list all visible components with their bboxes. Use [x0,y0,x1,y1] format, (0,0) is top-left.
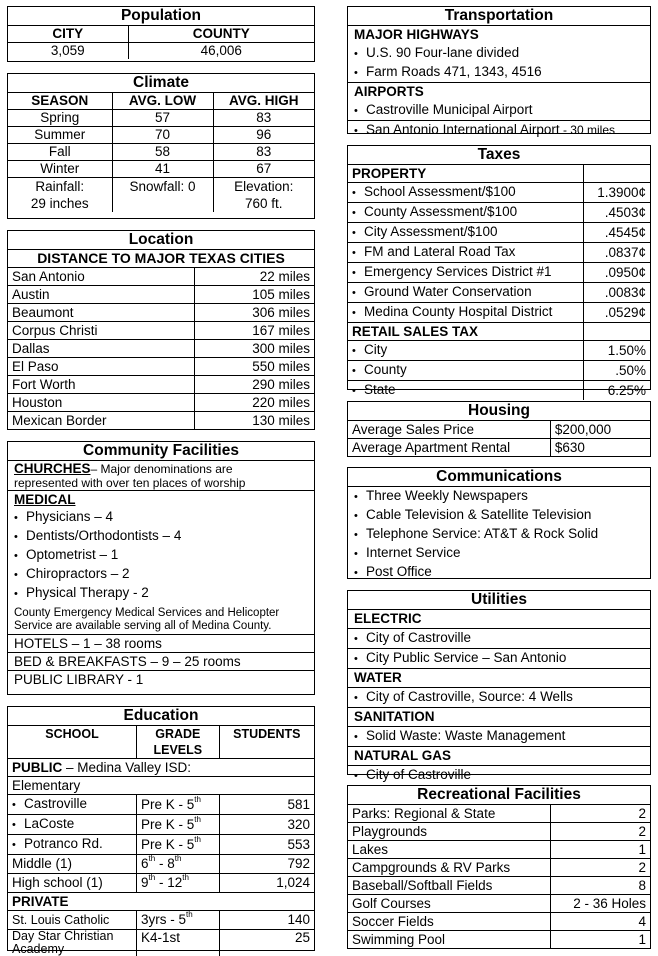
location-city: Fort Worth [8,376,194,394]
private-school-name: St. Louis Catholic [8,911,137,930]
location-city: El Paso [8,358,194,376]
education-title: Education [8,707,314,726]
location-distance: 306 miles [194,304,314,322]
climate-low: 70 [112,127,213,144]
gas-label: NATURAL GAS [348,747,650,766]
school-students: 1,024 [219,874,314,893]
housing-value: $200,000 [550,421,650,439]
location-distance: 22 miles [194,268,314,286]
churches-text: – Major denominations are [90,462,233,476]
water-item: • City of Castroville, Source: 4 Wells [348,688,650,708]
public-label: PUBLIC [12,760,63,775]
medical-item: • Physical Therapy - 2 [14,584,308,603]
sanitation-item: • Solid Waste: Waste Management [348,727,650,747]
school-students: 792 [219,855,314,874]
communications-item: • Cable Television & Satellite Television [348,506,650,525]
private-label: PRIVATE [8,893,314,911]
recreation-name: Golf Courses [348,895,550,913]
highways-label: MAJOR HIGHWAYS [354,27,479,42]
climate-header-season: SEASON [8,93,112,110]
grade-header-line1: GRADE [155,727,201,741]
tax-name: • Emergency Services District #1 [348,263,584,283]
grade-sup: th [194,834,201,844]
tax-rate: .4503¢ [584,203,650,223]
airport-distance: - 30 miles [559,123,615,137]
communications-item: • Post Office [348,563,650,582]
climate-low: 58 [112,144,213,161]
location-distance: 550 miles [194,358,314,376]
communications-item: • Telephone Service: AT&T & Rock Solid [348,525,650,544]
airports-label: AIRPORTS [354,84,424,99]
retail-rate: 6.25% [584,381,650,401]
tax-name: • County Assessment/$100 [348,203,584,223]
medical-item: • Physicians – 4 [14,508,308,527]
grade-text: 9 [141,875,149,890]
private-school-students: 140 [219,911,314,930]
grade-text: Pre K - 5 [141,816,195,832]
community-title: Community Facilities [8,442,314,461]
sanitation-label: SANITATION [348,708,650,727]
airport-name: • San Antonio International Airport [354,122,560,137]
education-section [7,706,315,956]
location-table [8,268,314,429]
private-school-grade [137,911,220,930]
grade-text: Pre K - 5 [141,836,195,852]
retail-name: • State [348,381,584,401]
location-city: Dallas [8,340,194,358]
population-city-value: 3,059 [8,43,128,60]
climate-header-low: AVG. LOW [112,93,213,110]
location-title: Location [8,231,314,250]
location-distance: 167 miles [194,322,314,340]
school-grade [137,815,220,835]
taxes-table [348,165,650,400]
grade-sup: th [148,873,156,882]
electric-label: ELECTRIC [348,610,650,629]
school-grade [137,874,220,893]
recreation-table [348,805,650,948]
location-distance: 300 miles [194,340,314,358]
climate-season: Fall [8,144,112,161]
churches-block [8,461,314,491]
recreation-count: 2 [550,859,650,877]
elevation-value: 760 ft. [244,196,283,211]
communications-item: • Internet Service [348,544,650,563]
recreation-name: Soccer Fields [348,913,550,931]
grade-header-line2: LEVELS [153,743,203,757]
population-section [7,6,315,62]
recreation-count: 4 [550,913,650,931]
ems-text-2: Service are available serving all of Medina County. [14,620,272,632]
library-row: PUBLIC LIBRARY - 1 [14,672,144,687]
recreation-name: Parks: Regional & State [348,805,550,823]
communications-section [347,467,651,579]
airport-item-2 [348,121,650,140]
communications-item: • Three Weekly Newspapers [348,487,650,506]
recreation-name: Baseball/Softball Fields [348,877,550,895]
recreation-count: 2 - 36 Holes [550,895,650,913]
recreation-name: Playgrounds [348,823,550,841]
retail-rate: .50% [584,361,650,381]
grade-sup: th [182,873,189,882]
location-city: Beaumont [8,304,194,322]
climate-header-high: AVG. HIGH [213,93,314,110]
school-grade [137,855,220,874]
retail-name: • County [348,361,584,381]
grade-sup: th [148,854,156,863]
hotels-row: HOTELS – 1 – 38 rooms [8,634,314,653]
location-distance: 290 miles [194,376,314,394]
tax-rate: .0529¢ [584,303,650,323]
utilities-section [347,590,651,782]
highway-item: • U.S. 90 Four-lane divided [348,44,650,63]
tax-name: • City Assessment/$100 [348,223,584,243]
housing-label: Average Sales Price [348,421,550,439]
education-header-students: STUDENTS [219,726,314,759]
housing-title: Housing [348,402,650,421]
private-school-name [8,930,137,956]
school-students: 320 [219,815,314,835]
school-name: Middle (1) [8,855,137,874]
recreation-name: Lakes [348,841,550,859]
communications-title: Communications [348,468,650,487]
rainfall-cell [8,178,112,213]
grade-sup: th [194,814,201,824]
retail-rate: 1.50% [584,341,650,361]
grade-text: 3yrs - 5 [141,912,187,927]
climate-season: Spring [8,110,112,127]
recreation-count: 1 [550,841,650,859]
location-city: Mexican Border [8,412,194,430]
utilities-title: Utilities [348,591,650,610]
churches-text-2: represented with over ten places of worship [14,476,246,490]
school-name-line1: Day Star Christian [12,929,114,943]
location-distance: 130 miles [194,412,314,430]
school-name-line2: Academy [12,942,65,956]
private-school-grade: K4-1st [137,930,220,956]
grade-sup: th [174,854,182,863]
school-grade [137,835,220,855]
climate-high: 83 [213,144,314,161]
school-name: • LaCoste [8,815,137,835]
tax-name: • Medina County Hospital District [348,303,584,323]
tax-rate: .0083¢ [584,283,650,303]
location-distance: 105 miles [194,286,314,304]
climate-high: 96 [213,127,314,144]
location-city: Austin [8,286,194,304]
airport-item: • Castroville Municipal Airport [348,101,650,121]
climate-season: Summer [8,127,112,144]
population-header-city: CITY [8,26,128,43]
population-header-county: COUNTY [128,26,314,43]
climate-season: Winter [8,161,112,178]
climate-high: 67 [213,161,314,178]
recreation-count: 1 [550,931,650,949]
location-subtitle: DISTANCE TO MAJOR TEXAS CITIES [8,250,314,268]
climate-low: 57 [112,110,213,127]
location-section [7,230,315,430]
elementary-label: Elementary [8,777,314,795]
tax-name: • Ground Water Conservation [348,283,584,303]
transportation-section [347,6,651,137]
rainfall-value: 29 inches [30,196,89,211]
climate-section [7,73,315,219]
electric-item: • City of Castroville [348,629,650,649]
elevation-cell [213,178,314,213]
tax-rate: .0837¢ [584,243,650,263]
population-table [8,26,314,59]
medical-block [8,491,314,634]
school-students: 553 [219,835,314,855]
medical-item: • Chiropractors – 2 [14,565,308,584]
medical-item: • Dentists/Orthodontists – 4 [14,527,308,546]
community-section [7,441,315,695]
rainfall-label: Rainfall: [35,179,85,194]
population-county-value: 46,006 [128,43,314,60]
public-text: – Medina Valley ISD: [62,760,192,775]
elevation-label: Elevation: [234,179,294,194]
education-header-grade [137,726,220,759]
retail-name: • City [348,341,584,361]
education-header-school: SCHOOL [8,726,137,759]
taxes-section [347,145,651,398]
taxes-title: Taxes [348,146,650,165]
climate-high: 83 [213,110,314,127]
recreation-name: Campgrounds & RV Parks [348,859,550,877]
location-city: Corpus Christi [8,322,194,340]
grade-sup: th [186,910,193,919]
recreation-name: Swimming Pool [348,931,550,949]
recreation-count: 2 [550,823,650,841]
climate-title: Climate [8,74,314,93]
medical-item: • Optometrist – 1 [14,546,308,565]
grade-text: - 8 [155,856,175,871]
climate-table [8,93,314,212]
school-name: High school (1) [8,874,137,893]
empty-cell [584,165,650,183]
education-table [8,726,314,956]
recreation-count: 8 [550,877,650,895]
tax-name: • School Assessment/$100 [348,183,584,203]
housing-section [347,401,651,457]
location-city: Houston [8,394,194,412]
ems-text: County Emergency Medical Services and Helicopter [14,607,280,619]
recreation-section [347,785,651,949]
highway-item: • Farm Roads 471, 1343, 4516 [348,63,650,83]
bnb-row: BED & BREAKFASTS – 9 – 25 rooms [8,653,314,671]
housing-label: Average Apartment Rental [348,439,550,457]
climate-low: 41 [112,161,213,178]
school-name: • Castroville [8,795,137,815]
tax-name: • FM and Lateral Road Tax [348,243,584,263]
tax-rate: .4545¢ [584,223,650,243]
churches-label: CHURCHES [14,461,91,476]
empty-cell [584,323,650,341]
gas-item: • City of Castroville [348,766,650,785]
grade-sup: th [194,794,201,804]
recreation-title: Recreational Facilities [348,786,650,805]
population-title: Population [8,7,314,26]
school-name: • Potranco Rd. [8,835,137,855]
snowfall-cell: Snowfall: 0 [112,178,213,213]
retail-label: RETAIL SALES TAX [348,323,584,341]
grade-text: - 12 [155,875,183,890]
recreation-count: 2 [550,805,650,823]
location-city: San Antonio [8,268,194,286]
private-school-students: 25 [219,930,314,956]
housing-table [348,421,650,456]
location-distance: 220 miles [194,394,314,412]
housing-value: $630 [550,439,650,457]
school-grade [137,795,220,815]
tax-rate: 1.3900¢ [584,183,650,203]
property-label: PROPERTY [348,165,584,183]
school-students: 581 [219,795,314,815]
tax-rate: .0950¢ [584,263,650,283]
water-label: WATER [348,669,650,688]
transportation-title: Transportation [348,7,650,26]
grade-text: Pre K - 5 [141,796,195,812]
grade-text: 6 [141,856,149,871]
electric-item: • City Public Service – San Antonio [348,649,650,669]
public-row [8,759,314,777]
medical-label: MEDICAL [14,492,76,507]
